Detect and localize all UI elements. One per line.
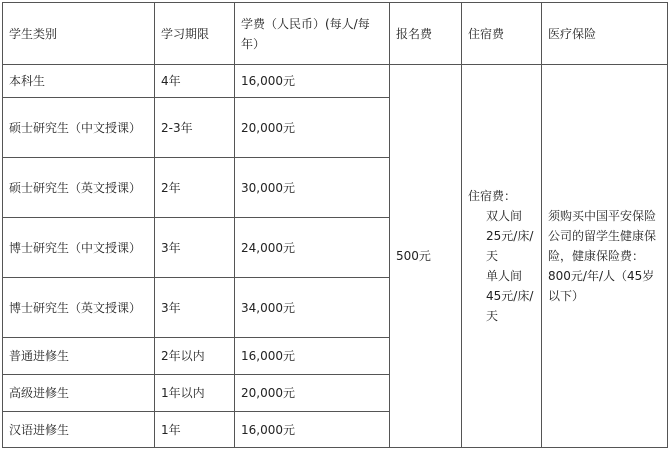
cell-category: 博士研究生（英文授课） — [3, 278, 155, 338]
accommodation-double-label: 双人间 — [486, 209, 523, 223]
cell-tuition: 16,000元 — [235, 65, 390, 98]
cell-category: 硕士研究生（中文授课） — [3, 98, 155, 158]
cell-duration: 2年 — [155, 158, 235, 218]
cell-category: 高级进修生 — [3, 375, 155, 412]
accommodation-double-price: 25元/床/天 — [486, 229, 534, 263]
header-row — [3, 3, 668, 65]
header-tuition: 学费（人民币）(每人/每年） — [235, 3, 390, 65]
cell-duration: 2年以内 — [155, 338, 235, 375]
cell-duration: 1年 — [155, 412, 235, 448]
cell-category: 汉语进修生 — [3, 412, 155, 448]
header-registration: 报名费 — [390, 3, 462, 65]
cell-tuition: 24,000元 — [235, 218, 390, 278]
cell-tuition: 30,000元 — [235, 158, 390, 218]
cell-category: 普通进修生 — [3, 338, 155, 375]
header-accommodation: 住宿费 — [462, 3, 542, 65]
cell-duration: 2-3年 — [155, 98, 235, 158]
cell-tuition: 16,000元 — [235, 412, 390, 448]
table-row — [3, 65, 668, 98]
header-duration: 学习期限 — [155, 3, 235, 65]
fee-table — [2, 2, 668, 448]
cell-duration: 3年 — [155, 218, 235, 278]
cell-registration-fee: 500元 — [390, 65, 462, 448]
accommodation-single-price: 45元/床/天 — [486, 289, 534, 323]
cell-tuition: 16,000元 — [235, 338, 390, 375]
accommodation-title: 住宿费： — [468, 189, 517, 203]
cell-category: 本科生 — [3, 65, 155, 98]
cell-insurance: 须购买中国平安保险公司的留学生健康保险，健康保险费：800元/年/人（45岁以下） — [542, 65, 668, 448]
cell-tuition: 20,000元 — [235, 98, 390, 158]
cell-duration: 4年 — [155, 65, 235, 98]
cell-tuition: 34,000元 — [235, 278, 390, 338]
cell-accommodation — [462, 65, 542, 448]
accommodation-single-label: 单人间 — [486, 269, 523, 283]
cell-tuition: 20,000元 — [235, 375, 390, 412]
cell-duration: 1年以内 — [155, 375, 235, 412]
cell-category: 博士研究生（中文授课） — [3, 218, 155, 278]
cell-duration: 3年 — [155, 278, 235, 338]
header-category: 学生类别 — [3, 3, 155, 65]
header-insurance: 医疗保险 — [542, 3, 668, 65]
cell-category: 硕士研究生（英文授课） — [3, 158, 155, 218]
